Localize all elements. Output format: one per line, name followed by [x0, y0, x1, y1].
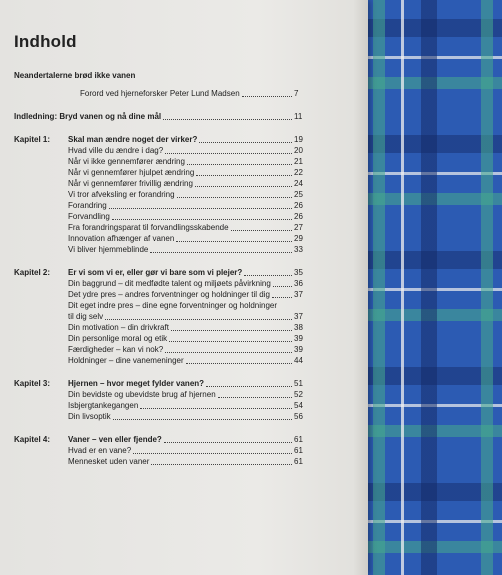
page-number: 35	[294, 268, 303, 277]
leader-dots	[165, 153, 292, 154]
page-number: 29	[294, 234, 303, 243]
toc-entry	[0, 189, 368, 200]
leader-dots	[218, 397, 292, 398]
tartan-fabric-background	[355, 0, 502, 575]
toc-entry	[0, 244, 368, 255]
toc-entry-title: Din baggrund – dit medfødte talent og miljøets påvirkning	[68, 279, 271, 288]
leader-dots	[199, 142, 292, 143]
toc-entry	[0, 156, 368, 167]
toc-entry	[0, 378, 368, 389]
toc-entry	[0, 300, 368, 311]
toc-entry	[0, 111, 368, 122]
page-title: Indhold	[14, 32, 77, 51]
page-number: 26	[294, 212, 303, 221]
toc-entry	[0, 289, 368, 300]
toc-entry-title: Det ydre pres – andres forventninger og holdninger til dig	[68, 290, 270, 299]
toc-entry	[0, 411, 368, 422]
toc-entry-title: Er vi som vi er, eller gør vi bare som vi plejer?	[68, 268, 243, 277]
toc-entry	[0, 145, 368, 156]
toc-entry	[0, 278, 368, 289]
page-number: 51	[294, 379, 303, 388]
page-number: 24	[294, 179, 303, 188]
toc-entry	[0, 456, 368, 467]
page-number: 39	[294, 345, 303, 354]
leader-dots	[164, 442, 292, 443]
page-number: 56	[294, 412, 303, 421]
toc-entry-title: Innovation afhænger af vanen	[68, 234, 175, 243]
toc-entry-title: Forandring	[68, 201, 107, 210]
page-number: 21	[294, 157, 303, 166]
toc-entry-title: Din livsoptik	[68, 412, 111, 421]
toc-entry	[0, 389, 368, 400]
leader-dots	[112, 219, 292, 220]
page-number: 7	[294, 89, 299, 98]
toc-entry-title: Neandertalerne brød ikke vanen	[14, 71, 136, 80]
chapter-label: Kapitel 3:	[14, 379, 51, 388]
toc-entry-title: Indledning: Bryd vanen og nå dine mål	[14, 112, 162, 121]
toc-entry-title: Din bevidste og ubevidste brug af hjernen	[68, 390, 216, 399]
leader-dots	[187, 164, 292, 165]
toc-entry-title: Hvad ville du ændre i dag?	[68, 146, 164, 155]
toc-entry-title: Færdigheder – kan vi nok?	[68, 345, 164, 354]
page-number: 61	[294, 446, 303, 455]
toc-entry	[0, 355, 368, 366]
toc-entry	[0, 167, 368, 178]
toc-entry	[0, 70, 368, 81]
toc-entry-title: Forord ved hjerneforsker Peter Lund Madsen	[80, 89, 240, 98]
page-number: 25	[294, 190, 303, 199]
page-number: 61	[294, 457, 303, 466]
leader-dots	[186, 363, 292, 364]
leader-dots	[105, 319, 292, 320]
leader-dots	[140, 408, 292, 409]
page-number: 20	[294, 146, 303, 155]
page-number: 61	[294, 435, 303, 444]
page-number: 54	[294, 401, 303, 410]
page-number: 37	[294, 312, 303, 321]
toc-entry-title: Din motivation – din drivkraft	[68, 323, 169, 332]
toc-entry	[0, 200, 368, 211]
toc-entry	[0, 233, 368, 244]
toc-entry	[0, 222, 368, 233]
toc-entry	[0, 322, 368, 333]
toc-entry-title: Isbjergtankegangen	[68, 401, 139, 410]
leader-dots	[244, 275, 292, 276]
toc-entry	[0, 178, 368, 189]
page-number: 22	[294, 168, 303, 177]
leader-dots	[177, 197, 292, 198]
leader-dots	[133, 453, 292, 454]
page-number: 38	[294, 323, 303, 332]
toc-entry-title: Vi tror afveksling er forandring	[68, 190, 175, 199]
toc-entry	[0, 434, 368, 445]
toc-entry-title: Forvandling	[68, 212, 110, 221]
leader-dots	[231, 230, 292, 231]
chapter-label: Kapitel 2:	[14, 268, 51, 277]
leader-dots	[273, 286, 292, 287]
toc-entry-title: Når vi gennemfører frivillig ændring	[68, 179, 193, 188]
leader-dots	[151, 464, 292, 465]
toc-entry-title: til dig selv	[68, 312, 104, 321]
leader-dots	[176, 241, 292, 242]
toc-entry-title: Dit eget indre pres – dine egne forventninger og holdninger	[68, 301, 278, 310]
leader-dots	[242, 96, 292, 97]
toc-entry-title: Vaner – ven eller fjende?	[68, 435, 162, 444]
leader-dots	[171, 330, 292, 331]
toc-entry-title: Skal man ændre noget der virker?	[68, 135, 198, 144]
toc-entry	[0, 134, 368, 145]
page-number: 11	[294, 112, 303, 121]
leader-dots	[206, 386, 292, 387]
toc-entry	[0, 445, 368, 456]
toc-entry	[0, 267, 368, 278]
page-number: 37	[294, 290, 303, 299]
toc-entry-title: Når vi ikke gennemfører ændring	[68, 157, 185, 166]
toc-entry-title: Mennesket uden vaner	[68, 457, 150, 466]
toc-entry-title: Hvad er en vane?	[68, 446, 132, 455]
page-number: 26	[294, 201, 303, 210]
toc-entry	[0, 344, 368, 355]
chapter-label: Kapitel 4:	[14, 435, 51, 444]
page-number: 36	[294, 279, 303, 288]
leader-dots	[165, 352, 292, 353]
toc-entry	[0, 88, 368, 99]
toc-entry	[0, 211, 368, 222]
leader-dots	[195, 186, 292, 187]
toc-entry	[0, 400, 368, 411]
leader-dots	[272, 297, 292, 298]
leader-dots	[150, 252, 292, 253]
toc-entry-title: Holdninger – dine vanemeninger	[68, 356, 184, 365]
toc-entry-title: Din personlige moral og etik	[68, 334, 168, 343]
leader-dots	[169, 341, 292, 342]
leader-dots	[113, 419, 292, 420]
leader-dots	[196, 175, 292, 176]
toc-entry	[0, 333, 368, 344]
leader-dots	[109, 208, 292, 209]
toc-entry-title: Fra forandringsparat til forvandlingsskabende	[68, 223, 229, 232]
toc-entry-title: Vi bliver hjemmeblinde	[68, 245, 149, 254]
page-number: 44	[294, 356, 303, 365]
page-number: 19	[294, 135, 303, 144]
page-number: 27	[294, 223, 303, 232]
page-number: 39	[294, 334, 303, 343]
toc-entry-title: Hjernen – hvor meget fylder vanen?	[68, 379, 205, 388]
toc-entry	[0, 311, 368, 322]
toc-entry-title: Når vi gennemfører hjulpet ændring	[68, 168, 195, 177]
page-number: 33	[294, 245, 303, 254]
page-number: 52	[294, 390, 303, 399]
chapter-label: Kapitel 1:	[14, 135, 51, 144]
leader-dots	[163, 119, 292, 120]
